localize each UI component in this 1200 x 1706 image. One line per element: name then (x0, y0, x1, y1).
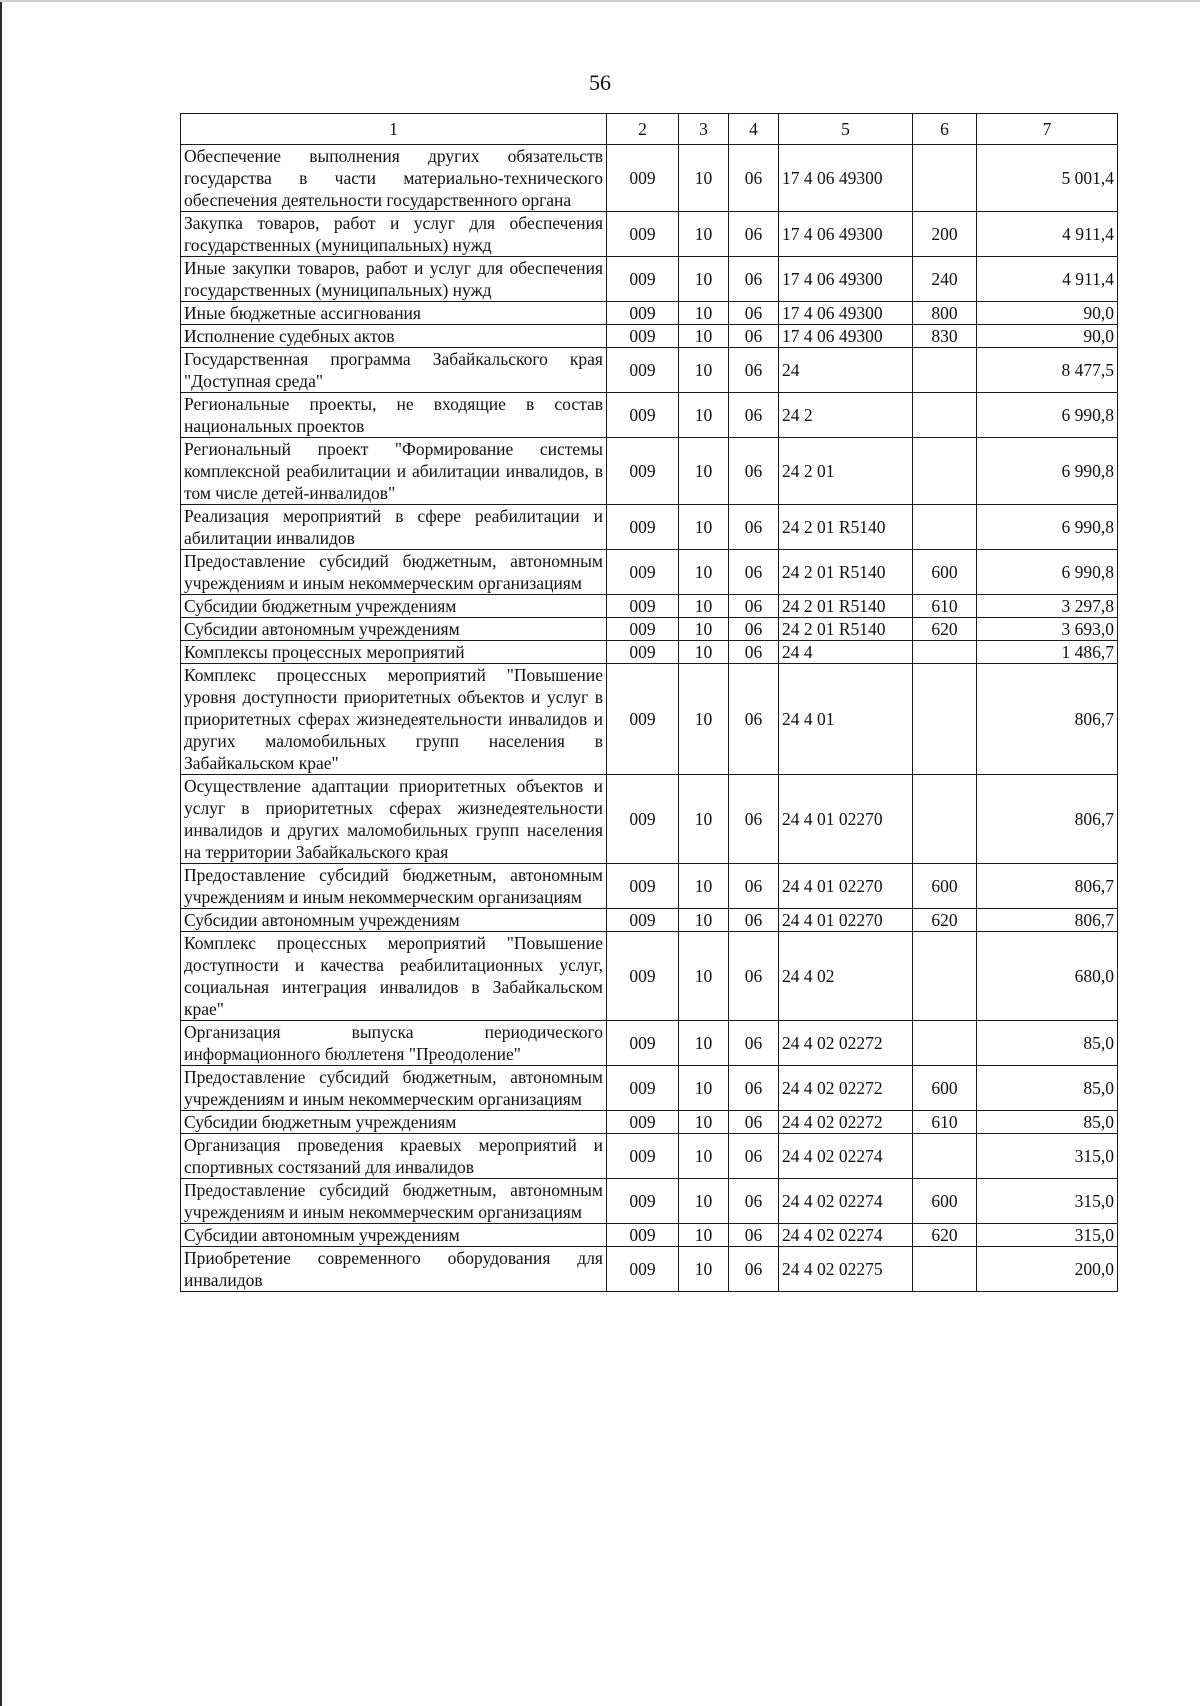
row-grbs-cell: 009 (607, 775, 679, 864)
row-subsection-cell: 06 (729, 302, 779, 325)
column-header: 2 (607, 114, 679, 145)
row-grbs-cell: 009 (607, 641, 679, 664)
row-section-cell: 10 (679, 1247, 729, 1292)
row-subsection-cell: 06 (729, 505, 779, 550)
row-name-cell: Предоставление субсидий бюджетным, автономным учреждениям и иным некоммерческим организациям (181, 1066, 607, 1111)
row-subsection-cell: 06 (729, 595, 779, 618)
row-subsection-cell: 06 (729, 550, 779, 595)
table-row (181, 618, 1118, 641)
row-section-cell: 10 (679, 775, 729, 864)
row-expense-type-cell (913, 393, 977, 438)
row-expense-type-cell: 620 (913, 618, 977, 641)
row-section-cell: 10 (679, 595, 729, 618)
row-subsection-cell: 06 (729, 664, 779, 775)
row-grbs-cell: 009 (607, 1066, 679, 1111)
row-name-cell: Обеспечение выполнения других обязательств государства в части материально-технического обеспечения деятельности государственного органа (181, 145, 607, 212)
row-subsection-cell: 06 (729, 393, 779, 438)
row-amount-cell: 1 486,7 (977, 641, 1118, 664)
row-grbs-cell: 009 (607, 909, 679, 932)
row-section-cell: 10 (679, 393, 729, 438)
row-grbs-cell: 009 (607, 1134, 679, 1179)
row-name-cell: Иные закупки товаров, работ и услуг для обеспечения государственных (муниципальных) нужд (181, 257, 607, 302)
row-target-article-cell: 24 4 (779, 641, 913, 664)
row-name-cell: Осуществление адаптации приоритетных объектов и услуг в приоритетных сферах жизнедеятельности инвалидов и других маломобильных групп населения на территории Забайкальского края (181, 775, 607, 864)
table-row (181, 664, 1118, 775)
row-amount-cell: 3 297,8 (977, 595, 1118, 618)
row-subsection-cell: 06 (729, 1247, 779, 1292)
row-target-article-cell: 24 2 01 R5140 (779, 505, 913, 550)
row-name-cell: Реализация мероприятий в сфере реабилитации и абилитации инвалидов (181, 505, 607, 550)
row-subsection-cell: 06 (729, 325, 779, 348)
row-name-cell: Субсидии бюджетным учреждениям (181, 595, 607, 618)
row-name-cell: Предоставление субсидий бюджетным, автономным учреждениям и иным некоммерческим организациям (181, 550, 607, 595)
row-section-cell: 10 (679, 664, 729, 775)
row-section-cell: 10 (679, 864, 729, 909)
row-subsection-cell: 06 (729, 1111, 779, 1134)
row-amount-cell: 8 477,5 (977, 348, 1118, 393)
row-name-cell: Приобретение современного оборудования для инвалидов (181, 1247, 607, 1292)
row-section-cell: 10 (679, 505, 729, 550)
row-amount-cell: 90,0 (977, 325, 1118, 348)
row-expense-type-cell: 620 (913, 909, 977, 932)
row-section-cell: 10 (679, 1224, 729, 1247)
row-expense-type-cell (913, 145, 977, 212)
row-amount-cell: 315,0 (977, 1224, 1118, 1247)
row-target-article-cell: 24 4 01 02270 (779, 775, 913, 864)
row-expense-type-cell: 610 (913, 1111, 977, 1134)
row-target-article-cell: 17 4 06 49300 (779, 145, 913, 212)
table-row (181, 325, 1118, 348)
table-row (181, 1224, 1118, 1247)
row-target-article-cell: 24 2 01 R5140 (779, 618, 913, 641)
row-target-article-cell: 17 4 06 49300 (779, 325, 913, 348)
row-expense-type-cell: 600 (913, 550, 977, 595)
column-number-header-row (181, 114, 1118, 145)
row-expense-type-cell: 830 (913, 325, 977, 348)
row-grbs-cell: 009 (607, 932, 679, 1021)
row-target-article-cell: 24 4 02 02272 (779, 1111, 913, 1134)
row-section-cell: 10 (679, 550, 729, 595)
row-expense-type-cell (913, 1021, 977, 1066)
scan-left-edge (0, 0, 2, 1706)
row-amount-cell: 806,7 (977, 664, 1118, 775)
row-target-article-cell: 24 4 02 02272 (779, 1021, 913, 1066)
row-subsection-cell: 06 (729, 257, 779, 302)
row-target-article-cell: 24 2 01 R5140 (779, 595, 913, 618)
row-amount-cell: 315,0 (977, 1179, 1118, 1224)
row-expense-type-cell: 620 (913, 1224, 977, 1247)
row-grbs-cell: 009 (607, 1179, 679, 1224)
row-section-cell: 10 (679, 325, 729, 348)
row-amount-cell: 680,0 (977, 932, 1118, 1021)
row-subsection-cell: 06 (729, 1021, 779, 1066)
row-subsection-cell: 06 (729, 438, 779, 505)
row-expense-type-cell: 600 (913, 1179, 977, 1224)
row-grbs-cell: 009 (607, 257, 679, 302)
row-amount-cell: 6 990,8 (977, 438, 1118, 505)
row-expense-type-cell: 200 (913, 212, 977, 257)
row-grbs-cell: 009 (607, 212, 679, 257)
row-expense-type-cell: 240 (913, 257, 977, 302)
table-row (181, 1179, 1118, 1224)
row-name-cell: Субсидии автономным учреждениям (181, 1224, 607, 1247)
budget-table-body (181, 145, 1118, 1292)
row-section-cell: 10 (679, 348, 729, 393)
row-target-article-cell: 24 4 01 02270 (779, 909, 913, 932)
row-grbs-cell: 009 (607, 302, 679, 325)
row-section-cell: 10 (679, 1134, 729, 1179)
row-amount-cell: 806,7 (977, 909, 1118, 932)
table-row (181, 212, 1118, 257)
row-expense-type-cell (913, 438, 977, 505)
row-section-cell: 10 (679, 909, 729, 932)
row-subsection-cell: 06 (729, 618, 779, 641)
table-row (181, 438, 1118, 505)
row-subsection-cell: 06 (729, 1224, 779, 1247)
budget-table (180, 113, 1118, 1292)
row-grbs-cell: 009 (607, 1021, 679, 1066)
row-amount-cell: 4 911,4 (977, 212, 1118, 257)
row-subsection-cell: 06 (729, 145, 779, 212)
column-header: 4 (729, 114, 779, 145)
row-amount-cell: 6 990,8 (977, 550, 1118, 595)
row-amount-cell: 3 693,0 (977, 618, 1118, 641)
table-row (181, 348, 1118, 393)
row-grbs-cell: 009 (607, 1224, 679, 1247)
row-name-cell: Организация выпуска периодического информационного бюллетеня "Преодоление" (181, 1021, 607, 1066)
table-row (181, 505, 1118, 550)
row-expense-type-cell (913, 664, 977, 775)
row-amount-cell: 4 911,4 (977, 257, 1118, 302)
row-grbs-cell: 009 (607, 325, 679, 348)
row-expense-type-cell: 600 (913, 1066, 977, 1111)
row-name-cell: Государственная программа Забайкальского края "Доступная среда" (181, 348, 607, 393)
row-grbs-cell: 009 (607, 1247, 679, 1292)
row-amount-cell: 200,0 (977, 1247, 1118, 1292)
row-grbs-cell: 009 (607, 595, 679, 618)
row-amount-cell: 85,0 (977, 1021, 1118, 1066)
row-section-cell: 10 (679, 1111, 729, 1134)
row-grbs-cell: 009 (607, 393, 679, 438)
row-target-article-cell: 17 4 06 49300 (779, 257, 913, 302)
table-row (181, 1134, 1118, 1179)
row-section-cell: 10 (679, 1021, 729, 1066)
row-target-article-cell: 24 4 02 (779, 932, 913, 1021)
row-section-cell: 10 (679, 1066, 729, 1111)
row-target-article-cell: 24 2 (779, 393, 913, 438)
row-expense-type-cell (913, 505, 977, 550)
row-grbs-cell: 009 (607, 348, 679, 393)
table-row (181, 775, 1118, 864)
row-subsection-cell: 06 (729, 864, 779, 909)
row-amount-cell: 85,0 (977, 1066, 1118, 1111)
row-grbs-cell: 009 (607, 550, 679, 595)
row-grbs-cell: 009 (607, 618, 679, 641)
row-subsection-cell: 06 (729, 909, 779, 932)
row-target-article-cell: 24 4 01 02270 (779, 864, 913, 909)
row-name-cell: Субсидии автономным учреждениям (181, 909, 607, 932)
row-grbs-cell: 009 (607, 1111, 679, 1134)
row-name-cell: Субсидии бюджетным учреждениям (181, 1111, 607, 1134)
table-row (181, 257, 1118, 302)
row-section-cell: 10 (679, 618, 729, 641)
row-amount-cell: 6 990,8 (977, 505, 1118, 550)
row-expense-type-cell (913, 641, 977, 664)
scan-top-edge (0, 0, 1200, 2)
row-name-cell: Иные бюджетные ассигнования (181, 302, 607, 325)
row-name-cell: Предоставление субсидий бюджетным, автономным учреждениям и иным некоммерческим организациям (181, 864, 607, 909)
row-section-cell: 10 (679, 212, 729, 257)
table-row (181, 641, 1118, 664)
row-name-cell: Комплексы процессных мероприятий (181, 641, 607, 664)
row-section-cell: 10 (679, 302, 729, 325)
table-row (181, 145, 1118, 212)
row-target-article-cell: 24 2 01 (779, 438, 913, 505)
row-name-cell: Региональные проекты, не входящие в состав национальных проектов (181, 393, 607, 438)
row-subsection-cell: 06 (729, 641, 779, 664)
row-target-article-cell: 17 4 06 49300 (779, 302, 913, 325)
row-name-cell: Предоставление субсидий бюджетным, автономным учреждениям и иным некоммерческим организациям (181, 1179, 607, 1224)
row-expense-type-cell (913, 932, 977, 1021)
row-subsection-cell: 06 (729, 775, 779, 864)
row-subsection-cell: 06 (729, 1179, 779, 1224)
table-row (181, 595, 1118, 618)
row-target-article-cell: 24 2 01 R5140 (779, 550, 913, 595)
row-expense-type-cell (913, 348, 977, 393)
row-name-cell: Комплекс процессных мероприятий "Повышение уровня доступности приоритетных объектов и услуг в приоритетных сферах жизнедеятельности инвалидов и других маломобильных групп населения в Забайкальском крае" (181, 664, 607, 775)
row-name-cell: Организация проведения краевых мероприятий и спортивных состязаний для инвалидов (181, 1134, 607, 1179)
table-row (181, 1111, 1118, 1134)
row-name-cell: Закупка товаров, работ и услуг для обеспечения государственных (муниципальных) нужд (181, 212, 607, 257)
row-grbs-cell: 009 (607, 505, 679, 550)
column-header: 7 (977, 114, 1118, 145)
row-section-cell: 10 (679, 145, 729, 212)
row-amount-cell: 5 001,4 (977, 145, 1118, 212)
row-name-cell: Региональный проект "Формирование системы комплексной реабилитации и абилитации инвалидов, в том числе детей-инвалидов" (181, 438, 607, 505)
row-grbs-cell: 009 (607, 145, 679, 212)
row-amount-cell: 6 990,8 (977, 393, 1118, 438)
table-row (181, 302, 1118, 325)
row-name-cell: Субсидии автономным учреждениям (181, 618, 607, 641)
row-section-cell: 10 (679, 932, 729, 1021)
row-section-cell: 10 (679, 438, 729, 505)
row-expense-type-cell (913, 1247, 977, 1292)
row-target-article-cell: 24 4 01 (779, 664, 913, 775)
row-target-article-cell: 17 4 06 49300 (779, 212, 913, 257)
row-target-article-cell: 24 4 02 02272 (779, 1066, 913, 1111)
row-name-cell: Исполнение судебных актов (181, 325, 607, 348)
row-grbs-cell: 009 (607, 864, 679, 909)
row-expense-type-cell (913, 775, 977, 864)
row-subsection-cell: 06 (729, 348, 779, 393)
row-expense-type-cell: 800 (913, 302, 977, 325)
row-amount-cell: 90,0 (977, 302, 1118, 325)
row-section-cell: 10 (679, 257, 729, 302)
row-target-article-cell: 24 4 02 02274 (779, 1134, 913, 1179)
row-target-article-cell: 24 4 02 02274 (779, 1179, 913, 1224)
row-expense-type-cell (913, 1134, 977, 1179)
table-row (181, 393, 1118, 438)
row-amount-cell: 806,7 (977, 864, 1118, 909)
row-expense-type-cell: 600 (913, 864, 977, 909)
row-target-article-cell: 24 4 02 02274 (779, 1224, 913, 1247)
page-number: 56 (589, 70, 611, 95)
column-header: 6 (913, 114, 977, 145)
table-row (181, 1066, 1118, 1111)
row-section-cell: 10 (679, 1179, 729, 1224)
row-subsection-cell: 06 (729, 932, 779, 1021)
row-target-article-cell: 24 4 02 02275 (779, 1247, 913, 1292)
table-row (181, 1021, 1118, 1066)
column-header: 1 (181, 114, 607, 145)
row-subsection-cell: 06 (729, 212, 779, 257)
column-header: 5 (779, 114, 913, 145)
table-row (181, 864, 1118, 909)
row-target-article-cell: 24 (779, 348, 913, 393)
row-amount-cell: 85,0 (977, 1111, 1118, 1134)
table-row (181, 932, 1118, 1021)
row-subsection-cell: 06 (729, 1066, 779, 1111)
row-expense-type-cell: 610 (913, 595, 977, 618)
row-grbs-cell: 009 (607, 664, 679, 775)
row-amount-cell: 315,0 (977, 1134, 1118, 1179)
table-row (181, 550, 1118, 595)
table-row (181, 909, 1118, 932)
row-grbs-cell: 009 (607, 438, 679, 505)
row-section-cell: 10 (679, 641, 729, 664)
row-subsection-cell: 06 (729, 1134, 779, 1179)
column-header: 3 (679, 114, 729, 145)
table-row (181, 1247, 1118, 1292)
row-name-cell: Комплекс процессных мероприятий "Повышение доступности и качества реабилитационных услуг, социальная интеграция инвалидов в Забайкальском крае" (181, 932, 607, 1021)
row-amount-cell: 806,7 (977, 775, 1118, 864)
